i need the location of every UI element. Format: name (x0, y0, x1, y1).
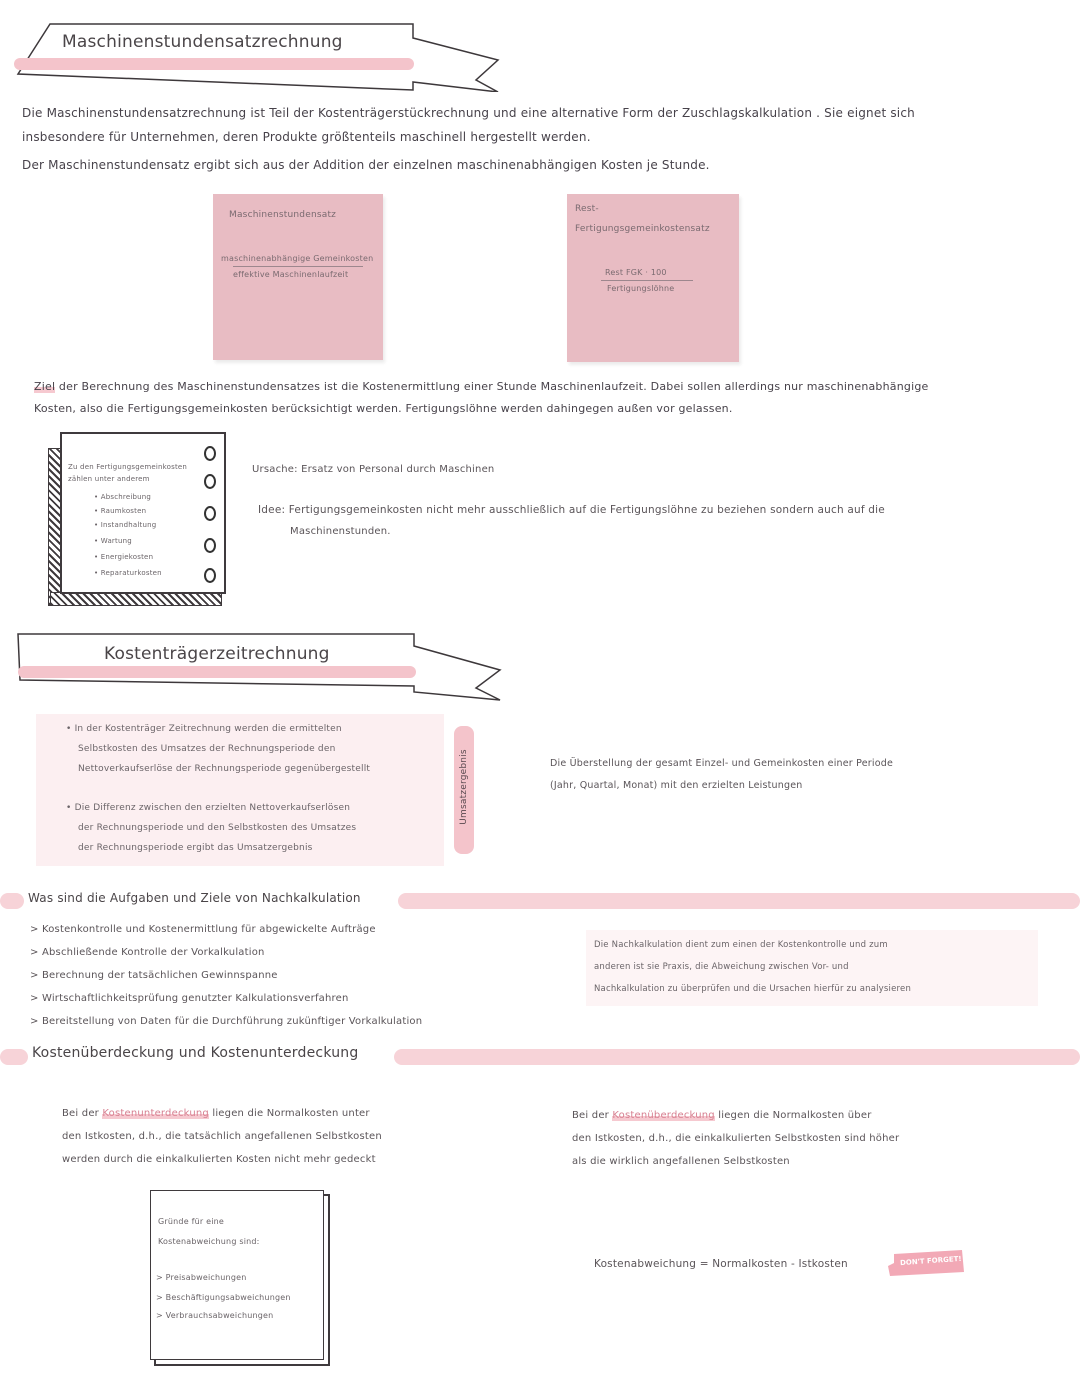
kostendeckung-bar-right (394, 1049, 1080, 1065)
unterdeckung-keyword: Kostenunterdeckung (102, 1108, 209, 1119)
intro-line-1: Die Maschinenstundensatzrechnung ist Teil der Kostenträgerstückrechnung und eine alternative Form der Zuschlagskalkulation . Sie eignet sich (22, 106, 915, 120)
box-line-1: Zu den Fertigungsgemeinkosten (68, 463, 188, 471)
nachkalk-note-line2: anderen ist sie Praxis, die Abweichung zwischen Vor- und (594, 962, 849, 972)
unterdeckung-line3: werden durch die einkalkulierten Kosten nicht mehr gedeckt (62, 1154, 376, 1165)
box-line-2: zählen unter anderem (68, 475, 150, 483)
gruende-line2: Kostenabweichung sind: (158, 1237, 260, 1246)
intro-line-3: Der Maschinenstundensatz ergibt sich aus der Addition der einzelnen maschinenabhängigen Kosten je Stunde. (22, 158, 710, 172)
umsatzergebnis-tag (454, 726, 474, 854)
ring-2 (204, 474, 216, 489)
sticky-note-maschinenstundensatz (213, 194, 383, 360)
ring-5 (204, 568, 216, 583)
ring-3 (204, 506, 216, 521)
ursache-text: Ursache: Ersatz von Personal durch Maschinen (252, 464, 495, 475)
bullet2-line1: • Die Differenz zwischen den erzielten Nettoverkaufserlösen (66, 803, 351, 813)
question-heading: Was sind die Aufgaben und Ziele von Nachkalkulation (28, 891, 361, 905)
dont-forget-stamp (888, 1250, 964, 1276)
definition-line-1: Die Überstellung der gesamt Einzel- und Gemeinkosten einer Periode (550, 758, 894, 769)
ribbon-shape (14, 632, 504, 704)
umsatzergebnis-label: Umsatzergebnis (459, 749, 469, 825)
fraction-line (601, 280, 693, 281)
sticky-note-rest-fgk (567, 194, 739, 362)
ziel-keyword: Ziel (34, 380, 56, 393)
bullet1-line3: Nettoverkaufserlöse der Rechnungsperiode gegenübergestellt (78, 764, 371, 774)
ziel-text: der Berechnung des Maschinenstundensatzes ist die Kostenermittlung einer Stunde Maschinenlaufzeit. Dabei sollen allerdings nur maschinenabhängige (55, 380, 929, 393)
aufgabe-5: > Bereitstellung von Daten für die Durchführung zukünftiger Vorkalkulation (30, 1016, 423, 1027)
unterdeckung-line2: den Istkosten, d.h., die tatsächlich angefallenen Selbstkosten (62, 1131, 382, 1142)
section-title-kostentraegerzeitrechnung: Kostenträgerzeitrechnung (104, 644, 330, 664)
bullet2-line2: der Rechnungsperiode und den Selbstkosten des Umsatzes (78, 823, 357, 833)
box-item-5: • Energiekosten (94, 553, 154, 561)
box-item-1: • Abschreibung (94, 493, 152, 501)
section-title-maschinenstundensatz: Maschinenstundensatzrechnung (62, 32, 343, 52)
unterdeckung-line1: Bei der Kostenunterdeckung liegen die Normalkosten unter (62, 1108, 370, 1119)
sticky-title: Maschinenstundensatz (229, 210, 337, 220)
box-item-2: • Raumkosten (94, 507, 147, 515)
idee-line-2: Maschinenstunden. (290, 526, 391, 537)
box-item-4: • Wartung (94, 537, 132, 545)
ribbon-shape (10, 20, 500, 92)
bullet1-line1: • In der Kostenträger Zeitrechnung werden die ermittelten (66, 724, 342, 734)
aufgabe-1: > Kostenkontrolle und Kostenermittlung für abgewickelte Aufträge (30, 924, 376, 935)
sticky-numerator: maschinenabhängige Gemeinkosten (221, 254, 374, 263)
ueberdeckung-keyword: Kostenüberdeckung (612, 1110, 715, 1121)
ueberdeckung-line2: den Istkosten, d.h., die einkalkulierten Selbstkosten sind höher (572, 1133, 900, 1144)
heading-banner-1 (10, 20, 500, 92)
bullet1-line2: Selbstkosten des Umsatzes der Rechnungsperiode den (78, 744, 336, 754)
bottom-hatch (50, 592, 222, 606)
sticky-title-line2: Fertigungsgemeinkostensatz (575, 224, 710, 234)
question-bar-right (398, 893, 1080, 909)
sticky-numerator: Rest FGK · 100 (605, 268, 667, 277)
kostenabweichung-formula: Kostenabweichung = Normalkosten - Istkosten (594, 1258, 848, 1270)
ueberdeckung-line1: Bei der Kostenüberdeckung liegen die Normalkosten über (572, 1110, 872, 1121)
bullet2-line3: der Rechnungsperiode ergibt das Umsatzergebnis (78, 843, 313, 853)
intro-line-2: insbesondere für Unternehmen, deren Produkte größtenteils maschinell hergestellt werden. (22, 130, 591, 144)
gruende-item-2: > Beschäftigungsabweichungen (156, 1293, 291, 1302)
kostendeckung-heading: Kostenüberdeckung und Kostenunterdeckung (32, 1045, 359, 1061)
nachkalk-note-line1: Die Nachkalkulation dient zum einen der Kostenkontrolle und zum (594, 940, 888, 950)
kostendeckung-bar-left (0, 1049, 28, 1065)
heading-banner-2 (14, 632, 504, 704)
box-item-6: • Reparaturkosten (94, 569, 162, 577)
box-item-3: • Instandhaltung (94, 521, 157, 529)
aufgabe-2: > Abschließende Kontrolle der Vorkalkulation (30, 947, 265, 958)
nachkalk-note-line3: Nachkalkulation zu überprüfen und die Ursachen hierfür zu analysieren (594, 984, 912, 994)
ueberdeckung-line3: als die wirklich angefallenen Selbstkosten (572, 1156, 790, 1167)
sticky-title-line1: Rest- (575, 204, 599, 214)
ring-4 (204, 538, 216, 553)
ziel-line-2: Kosten, also die Fertigungsgemeinkosten berücksichtigt werden. Fertigungslöhne werden dahingegen außen vor gelassen. (34, 402, 733, 415)
gruende-item-1: > Preisabweichungen (156, 1273, 247, 1282)
question-bar-left (0, 893, 24, 909)
definition-line-2: (Jahr, Quartal, Monat) mit den erzielten Leistungen (550, 780, 803, 791)
aufgabe-3: > Berechnung der tatsächlichen Gewinnspanne (30, 970, 278, 981)
gruende-item-3: > Verbrauchsabweichungen (156, 1311, 274, 1320)
fraction-line (233, 266, 363, 267)
idee-line-1: Idee: Fertigungsgemeinkosten nicht mehr ausschließlich auf die Fertigungslöhne zu beziehen sondern auch auf die (258, 504, 885, 516)
sticky-denominator: Fertigungslöhne (607, 284, 675, 293)
ring-1 (204, 446, 216, 461)
stamp-text: DON'T FORGET! (899, 1254, 962, 1268)
ziel-line-1 (34, 376, 929, 398)
fgk-notebook (48, 432, 228, 606)
gruende-line1: Gründe für eine (158, 1217, 225, 1226)
sticky-denominator: effektive Maschinenlaufzeit (233, 270, 349, 279)
gruende-box (150, 1190, 330, 1366)
aufgabe-4: > Wirtschaftlichkeitsprüfung genutzter Kalkulationsverfahren (30, 993, 349, 1004)
